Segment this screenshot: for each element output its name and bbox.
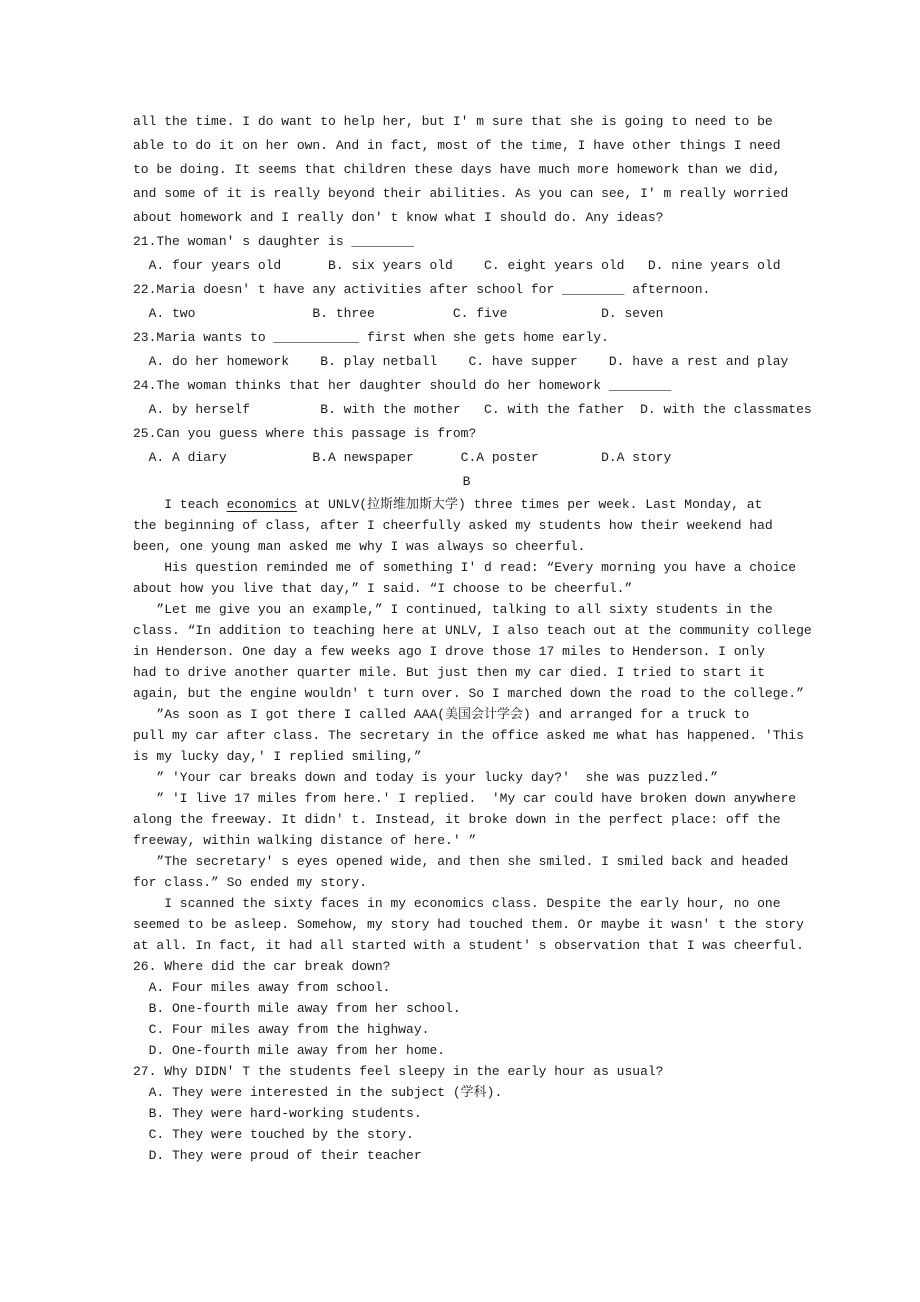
questions-26-27 (133, 956, 800, 1166)
passage-b-line1-prefix: I teach (133, 497, 227, 512)
question-27-option-d: D. They were proud of their teacher (133, 1148, 422, 1163)
passage-b-line: for class.” So ended my story. (133, 875, 368, 890)
question-26-option-a: A. Four miles away from school. (133, 980, 391, 995)
passage-b-line: His question reminded me of something I' d read: “Every morning you have a choice (133, 560, 797, 575)
passage-b-line: the beginning of class, after I cheerfully asked my students how their weekend had (133, 518, 773, 533)
passage-b-line-1 (133, 494, 800, 515)
passage-b-line1-suffix: at UNLV(拉斯维加斯大学) three times per week. Last Monday, at (296, 497, 763, 512)
question-27-stem: 27. Why DIDN' T the students feel sleepy in the early hour as usual? (133, 1064, 664, 1079)
passage-b-line: ” 'Your car breaks down and today is your lucky day?' she was puzzled.” (133, 770, 719, 785)
passage-b-line: had to drive another quarter mile. But just then my car died. I tried to start it (133, 665, 765, 680)
underlined-word-economics: economics (226, 497, 297, 512)
question-26-option-b: B. One-fourth mile away from her school. (133, 1001, 461, 1016)
question-25-stem: 25.Can you guess where this passage is from? (133, 426, 477, 441)
passage-b-line: ”The secretary' s eyes opened wide, and then she smiled. I smiled back and headed (133, 854, 789, 869)
passage-a-line: to be doing. It seems that children these days have much more homework than we did, (133, 162, 781, 177)
question-26-stem: 26. Where did the car break down? (133, 959, 391, 974)
question-23-options: A. do her homework B. play netball C. have supper D. have a rest and play (133, 354, 789, 369)
question-22-options: A. two B. three C. five D. seven (133, 306, 664, 321)
question-26-option-c: C. Four miles away from the highway. (133, 1022, 430, 1037)
question-27-option-a: A. They were interested in the subject (学科). (133, 1085, 503, 1100)
passage-b-line: along the freeway. It didn' t. Instead, it broke down in the perfect place: off the (133, 812, 781, 827)
questions-21-25 (133, 230, 812, 470)
question-23-stem: 23.Maria wants to ___________ first when she gets home early. (133, 330, 609, 345)
question-25-options: A. A diary B.A newspaper C.A poster D.A story (133, 450, 672, 465)
passage-b-line: ”Let me give you an example,” I continued, talking to all sixty students in the (133, 602, 773, 617)
passage-b-line: pull my car after class. The secretary in the office asked me what has happened. 'This (133, 728, 804, 743)
passage-b-line: at all. In fact, it had all started with a student' s observation that I was cheerful. (133, 938, 804, 953)
question-24-options: A. by herself B. with the mother C. with the father D. with the classmates (133, 402, 812, 417)
passage-a-line: able to do it on her own. And in fact, most of the time, I have other things I need (133, 138, 781, 153)
passage-b-line: I scanned the sixty faces in my economics class. Despite the early hour, no one (133, 896, 781, 911)
passage-b-line: again, but the engine wouldn' t turn over. So I marched down the road to the college.” (133, 686, 804, 701)
question-26-option-d: D. One-fourth mile away from her home. (133, 1043, 446, 1058)
passage-b-line: about how you live that day,” I said. “I choose to be cheerful.” (133, 581, 633, 596)
passage-b-line: class. “In addition to teaching here at UNLV, I also teach out at the community college (133, 623, 812, 638)
passage-b-line: been, one young man asked me why I was always so cheerful. (133, 539, 586, 554)
passage-b-line: seemed to be asleep. Somehow, my story had touched them. Or maybe it wasn' t the story (133, 917, 804, 932)
passage-a-line: about homework and I really don' t know what I should do. Any ideas? (133, 210, 664, 225)
section-b-heading: B (462, 474, 471, 489)
question-24-stem: 24.The woman thinks that her daughter should do her homework ________ (133, 378, 672, 393)
passage-b-line: freeway, within walking distance of here.' ” (133, 833, 477, 848)
question-27-option-b: B. They were hard-working students. (133, 1106, 422, 1121)
question-27-option-c: C. They were touched by the story. (133, 1127, 414, 1142)
passage-b-line: is my lucky day,' I replied smiling,” (133, 749, 422, 764)
passage-b-line: ” 'I live 17 miles from here.' I replied. 'My car could have broken down anywhere (133, 791, 797, 806)
passage-a-line: all the time. I do want to help her, but I' m sure that she is going to need to be (133, 114, 773, 129)
passage-a-line: and some of it is really beyond their abilities. As you can see, I' m really worried (133, 186, 789, 201)
question-21-options: A. four years old B. six years old C. eight years old D. nine years old (133, 258, 781, 273)
passage-a-continuation (133, 110, 800, 230)
passage-b-line: ”As soon as I got there I called AAA(美国会计学会) and arranged for a truck to (133, 707, 750, 722)
question-21-stem: 21.The woman' s daughter is ________ (133, 234, 414, 249)
passage-b (133, 494, 812, 956)
passage-b-line: in Henderson. One day a few weeks ago I drove those 17 miles to Henderson. I only (133, 644, 765, 659)
question-22-stem: 22.Maria doesn' t have any activities after school for ________ afternoon. (133, 282, 711, 297)
